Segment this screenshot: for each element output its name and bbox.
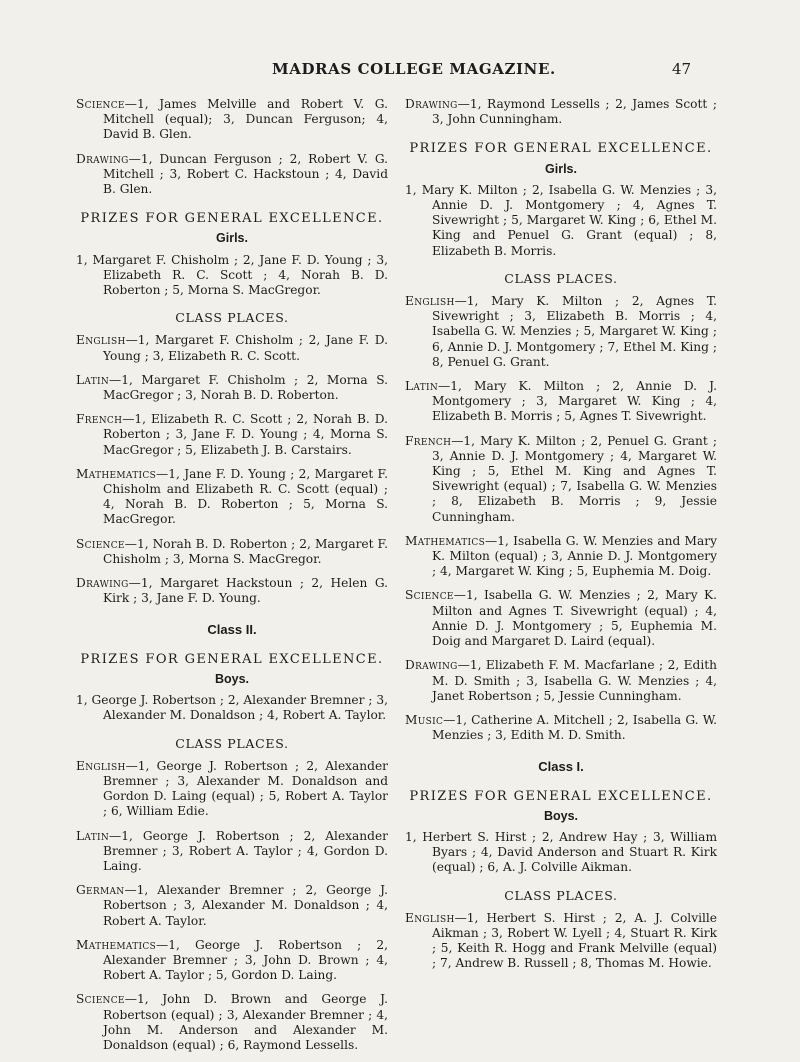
result-text: —1, Raymond Lessells ; 2, James Scott ; 3, John Cunningham.: [432, 97, 717, 127]
boys-heading: Boys.: [214, 671, 250, 686]
subject-label: English: [405, 294, 455, 309]
result-text: —1, Jane F. D. Young ; 2, Margaret F. Chisholm and Elizabeth R. C. Scott (equal) ; 4, Norah B. D. Roberton ; 5, Morna S. MacGregor.: [103, 466, 388, 527]
subject-label: Drawing: [76, 576, 129, 591]
result-entry: [76, 883, 388, 929]
prizes-heading: PRIZES FOR GENERAL EXCELLENCE.: [80, 211, 384, 227]
result-text: —1, John D. Brown and George J. Robertson (equal) ; 3, Alexander Bremner ; 4, John M. Anderson and Alexander M. Donaldson (equal) ; 6, Raymond Lessells.: [103, 992, 388, 1052]
prize-list: 1, Herbert S. Hirst ; 2, Andrew Hay ; 3, William Byars ; 4, David Anderson and Stuart R. Kirk (equal) ; 6, A. J. Colville Aikman.: [405, 829, 717, 875]
result-entry: [76, 576, 388, 606]
result-entry: [405, 294, 717, 370]
result-text: —1, Duncan Ferguson ; 2, Robert V. G. Mitchell ; 3, Robert C. Hackstoun ; 4, David B. Glen.: [103, 151, 388, 197]
result-entry: [76, 333, 388, 363]
subject-label: German: [76, 883, 125, 898]
subject-label: English: [76, 758, 126, 773]
boys-heading: Boys.: [543, 808, 579, 823]
class-places-heading: CLASS PLACES.: [504, 887, 618, 903]
result-entry: [405, 434, 717, 525]
subject-label: Music: [405, 712, 444, 727]
page-number: 47: [672, 60, 692, 78]
result-text: —1, Margaret F. Chisholm ; 2, Jane F. D. Young ; 3, Elizabeth R. C. Scott.: [103, 333, 388, 363]
result-entry: [76, 373, 388, 403]
result-text: —1, Mary K. Milton ; 2, Penuel G. Grant ; 3, Annie D. J. Montgomery ; 4, Margaret W. King ; 5, Ethel M. King and Agnes T. Sivewright (equal) ; 7, Isabella G. W. Menzies ; 8, Elizabeth B. Morris ; 9, Jessie Cunningham.: [432, 433, 717, 524]
result-entry: [405, 534, 717, 580]
result-entry: [76, 759, 388, 820]
class-places-heading: CLASS PLACES.: [175, 310, 289, 326]
result-text: —1, George J. Robertson ; 2, Alexander Bremner ; 3, Alexander M. Donaldson and Gordon D. Laing (equal) ; 5, Robert A. Taylor ; 6, William Edie.: [103, 758, 388, 819]
running-title: MADRAS COLLEGE MAGAZINE.: [272, 60, 556, 78]
prizes-heading: PRIZES FOR GENERAL EXCELLENCE.: [80, 651, 384, 667]
subject-label: Mathematics: [405, 533, 486, 548]
result-entry: [76, 97, 388, 143]
prize-list: 1, Mary K. Milton ; 2, Isabella G. W. Menzies ; 3, Annie D. J. Montgomery ; 4, Agnes T. Sivewright ; 5, Margaret W. King ; 6, Ethel M. King and Penuel G. Grant (equal) ; 8, Elizabeth B. Morris.: [405, 182, 717, 258]
result-text: —1, George J. Robertson ; 2, Alexander Bremner ; 3, John D. Brown ; 4, Robert A. Taylor ; 5, Gordon D. Laing.: [103, 937, 388, 983]
prizes-heading: PRIZES FOR GENERAL EXCELLENCE.: [409, 788, 713, 804]
result-entry: [405, 97, 717, 127]
result-text: —1, Mary K. Milton ; 2, Annie D. J. Montgomery ; 3, Margaret W. King ; 4, Elizabeth B. Morris ; 5, Agnes T. Sivewright.: [432, 379, 717, 424]
left-column: [76, 97, 388, 1062]
girls-heading: Girls.: [216, 231, 248, 246]
prize-list: 1, George J. Robertson ; 2, Alexander Bremner ; 3, Alexander M. Donaldson ; 4, Robert A. Taylor.: [76, 693, 388, 723]
result-entry: [76, 938, 388, 984]
page-header: [0, 60, 800, 84]
result-text: —1, Catherine A. Mitchell ; 2, Isabella G. W. Menzies ; 3, Edith M. D. Smith.: [432, 712, 717, 743]
result-entry: [405, 379, 717, 425]
class-i-heading: Class I.: [538, 759, 584, 775]
result-text: —1, George J. Robertson ; 2, Alexander Bremner ; 3, Robert A. Taylor ; 4, Gordon D. Laing.: [103, 828, 388, 873]
result-text: —1, Norah B. D. Roberton ; 2, Margaret F. Chisholm ; 3, Morna S. MacGregor.: [103, 536, 388, 566]
subject-label: Mathematics: [76, 466, 157, 481]
prizes-heading: PRIZES FOR GENERAL EXCELLENCE.: [409, 141, 713, 157]
subject-label: French: [76, 412, 123, 427]
result-text: —1, Alexander Bremner ; 2, George J. Robertson ; 3, Alexander M. Donaldson ; 4, Robert A. Taylor.: [103, 883, 388, 928]
girls-heading: Girls.: [545, 161, 577, 176]
result-text: —1, Isabella G. W. Menzies ; 2, Mary K. Milton and Agnes T. Sivewright (equal) ; 4, Annie D. J. Montgomery ; 5, Euphemia M. Doig and Margaret D. Laird (equal).: [432, 588, 717, 649]
result-entry: [76, 829, 388, 875]
result-entry: [76, 467, 388, 528]
subject-label: Science: [76, 536, 125, 551]
subject-label: Drawing: [405, 97, 458, 111]
subject-label: Mathematics: [76, 937, 157, 952]
result-text: —1, Isabella G. W. Menzies and Mary K. Milton (equal) ; 3, Annie D. J. Montgomery ; 4, Margaret W. King ; 5, Euphemia M. Doig.: [432, 533, 717, 579]
subject-label: Latin: [76, 828, 110, 843]
result-entry: [405, 588, 717, 649]
class-places-heading: CLASS PLACES.: [175, 735, 289, 751]
result-text: —1, Mary K. Milton ; 2, Agnes T. Sivewright ; 3, Elizabeth B. Morris ; 4, Isabella G. W. Menzies ; 5, Margaret W. King ; 6, Annie D. J. Montgomery ; 7, Ethel M. King ; 8, Penuel G. Grant.: [432, 294, 717, 369]
result-entry: [76, 992, 388, 1053]
result-entry: [76, 412, 388, 458]
result-entry: [76, 537, 388, 567]
result-text: —1, Elizabeth F. M. Macfarlane ; 2, Edith M. D. Smith ; 3, Isabella G. W. Menzies ; 4, Janet Robertson ; 5, Jessie Cunningham.: [432, 658, 717, 703]
result-entry: [405, 713, 717, 743]
subject-label: Science: [76, 992, 125, 1007]
subject-label: Science: [76, 97, 125, 111]
subject-label: French: [405, 433, 452, 448]
result-text: —1, James Melville and Robert V. G. Mitchell (equal); 3, Duncan Ferguson; 4, David B. Glen.: [103, 97, 388, 142]
subject-label: Latin: [76, 372, 110, 387]
result-entry: [405, 658, 717, 704]
subject-label: Latin: [405, 379, 439, 394]
result-text: —1, Margaret Hackstoun ; 2, Helen G. Kirk ; 3, Jane F. D. Young.: [103, 576, 388, 606]
prize-list: 1, Margaret F. Chisholm ; 2, Jane F. D. Young ; 3, Elizabeth R. C. Scott ; 4, Norah B. D. Roberton ; 5, Morna S. MacGregor.: [76, 252, 388, 298]
subject-label: Drawing: [76, 151, 129, 166]
subject-label: English: [405, 910, 455, 925]
result-text: —1, Elizabeth R. C. Scott ; 2, Norah B. D. Roberton ; 3, Jane F. D. Young ; 4, Morna S. MacGregor ; 5, Elizabeth J. B. Carstairs.: [103, 412, 388, 457]
subject-label: Drawing: [405, 658, 458, 673]
class-places-heading: CLASS PLACES.: [504, 270, 618, 286]
result-entry: [405, 911, 717, 972]
result-text: —1, Margaret F. Chisholm ; 2, Morna S. MacGregor ; 3, Norah B. D. Roberton.: [103, 372, 388, 403]
right-column: [405, 97, 717, 981]
subject-label: English: [76, 333, 126, 348]
result-entry: [76, 152, 388, 198]
subject-label: Science: [405, 588, 454, 603]
class-ii-heading: Class II.: [207, 622, 257, 638]
result-text: —1, Herbert S. Hirst ; 2, A. J. Colville Aikman ; 3, Robert W. Lyell ; 4, Stuart R. Kirk ; 5, Keith R. Hogg and Frank Melville (equal) ; 7, Andrew B. Russell ; 8, Thomas M. Howie.: [432, 910, 717, 971]
